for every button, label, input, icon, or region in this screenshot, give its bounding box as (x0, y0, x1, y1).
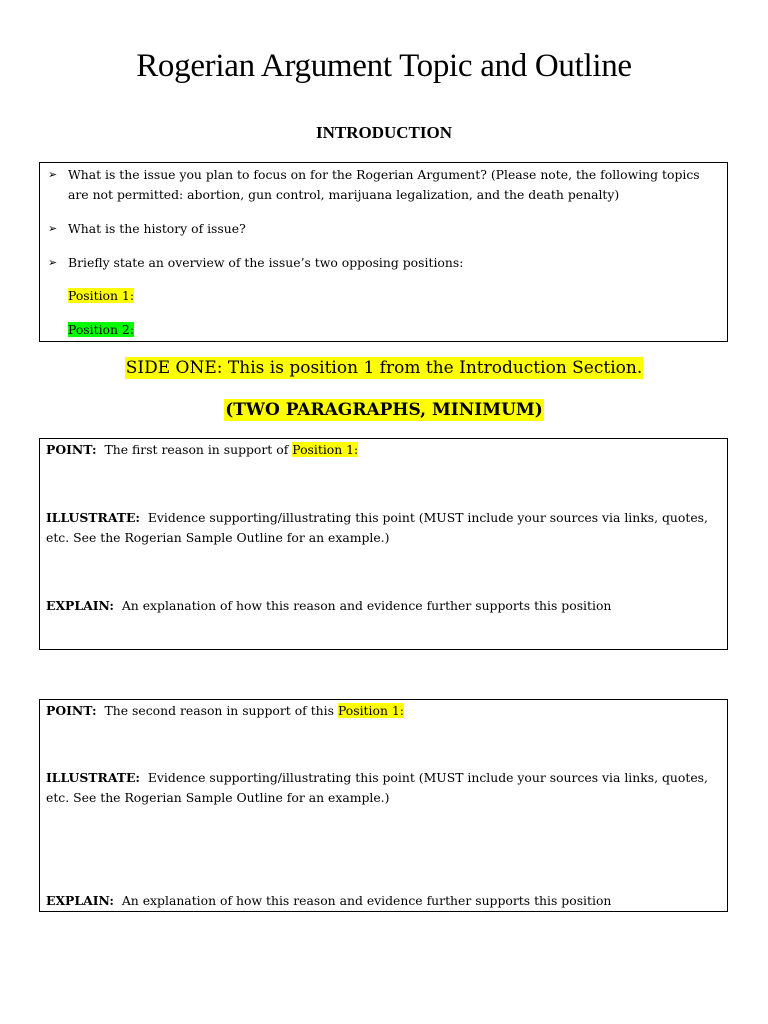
point-box-1 (39, 438, 728, 650)
bullet-text: What is the history of issue? (68, 221, 246, 236)
arrow-bullet-icon: ➢ (48, 222, 58, 235)
point-box-2 (39, 699, 728, 912)
point-row: POINT: The first reason in support of Position 1: (46, 442, 359, 457)
arrow-bullet-icon: ➢ (48, 256, 58, 269)
position-1-label: Position 1: (68, 288, 134, 303)
position-2-label: Position 2: (68, 322, 134, 337)
bullet-text: What is the issue you plan to focus on for the Rogerian Argument? (Please note, the following topics are not permitted: abortion, gun control, marijuana legalization, and the death penalty) (68, 167, 700, 202)
point-row: POINT: The second reason in support of this Position 1: (46, 703, 404, 718)
explain-row: EXPLAIN: An explanation of how this reason and evidence further supports this position (46, 598, 612, 613)
illustrate-row: ILLUSTRATE: Evidence supporting/illustrating this point (MUST include your sources via links, quotes, etc. See the Rogerian Sample Outline for an example.) (46, 510, 708, 545)
page-title: Rogerian Argument Topic and Outline (136, 48, 632, 84)
arrow-bullet-icon: ➢ (48, 168, 58, 181)
explain-row: EXPLAIN: An explanation of how this reason and evidence further supports this position (46, 893, 612, 908)
two-paragraphs-heading: (TWO PARAGRAPHS, MINIMUM) (225, 400, 543, 420)
introduction-box (39, 162, 728, 342)
side-one-heading: SIDE ONE: This is position 1 from the Introduction Section. (125, 358, 643, 378)
bullet-text: Briefly state an overview of the issue’s two opposing positions: (68, 255, 464, 270)
introduction-heading: INTRODUCTION (315, 123, 453, 142)
illustrate-row: ILLUSTRATE: Evidence supporting/illustrating this point (MUST include your sources via links, quotes, etc. See the Rogerian Sample Outline for an example.) (46, 770, 708, 805)
